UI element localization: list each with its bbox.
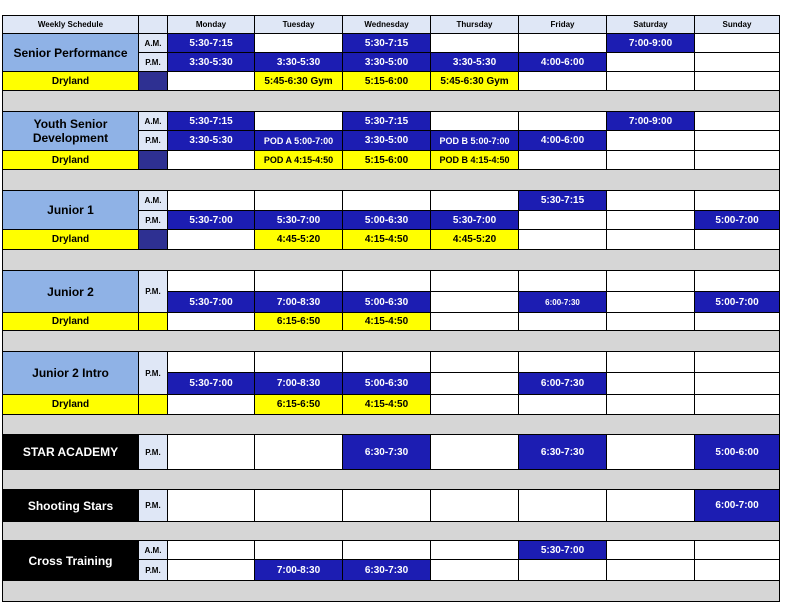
session-slot	[342, 190, 431, 211]
session-slot: 6:30-7:30	[518, 434, 607, 470]
dryland-slot	[518, 312, 607, 331]
session-slot	[430, 33, 519, 53]
pm-label: P.M.	[138, 52, 168, 72]
dryland-slot	[167, 150, 255, 170]
dryland-slot: 5:45-6:30 Gym	[254, 71, 343, 91]
dryland-slot	[518, 150, 607, 170]
session-slot	[167, 540, 255, 560]
dryland-slot	[606, 312, 695, 331]
dryland-slot	[518, 229, 607, 250]
separator-row	[2, 169, 780, 191]
header-day: Tuesday	[254, 15, 343, 34]
session-slot	[167, 190, 255, 211]
group-name: Youth Senior Development	[2, 111, 139, 151]
empty-slot	[430, 270, 519, 292]
session-slot: 3:30-5:00	[342, 130, 431, 151]
dryland-slot	[694, 150, 780, 170]
header-day: Monday	[167, 15, 255, 34]
session-slot: 3:30-5:30	[167, 130, 255, 151]
session-slot	[430, 190, 519, 211]
session-slot	[342, 489, 431, 522]
session-slot	[430, 559, 519, 581]
empty-slot	[342, 351, 431, 373]
dryland-slot	[167, 229, 255, 250]
empty-slot	[254, 270, 343, 292]
session-slot: 5:30-7:00	[518, 540, 607, 560]
session-slot	[518, 489, 607, 522]
dryland-slot: 5:45-6:30 Gym	[430, 71, 519, 91]
session-slot: 4:00-6:00	[518, 130, 607, 151]
separator-row	[2, 90, 780, 112]
session-slot: 5:30-7:00	[430, 210, 519, 230]
schedule-table	[2, 15, 779, 601]
group-name: STAR ACADEMY	[2, 434, 139, 470]
dryland-slot	[694, 71, 780, 91]
dryland-marker	[138, 312, 168, 331]
session-slot	[606, 291, 695, 313]
dryland-label: Dryland	[2, 71, 139, 91]
session-slot	[518, 33, 607, 53]
session-slot	[430, 489, 519, 522]
session-slot	[518, 559, 607, 581]
session-slot	[606, 210, 695, 230]
session-slot: 5:00-7:00	[694, 291, 780, 313]
dryland-slot: POD A 4:15-4:50	[254, 150, 343, 170]
pm-label: P.M.	[138, 130, 168, 151]
session-slot: 6:30-7:30	[342, 559, 431, 581]
session-slot: 3:30-5:30	[430, 52, 519, 72]
pm-label: P.M.	[138, 270, 168, 313]
session-slot	[254, 540, 343, 560]
pm-label: P.M.	[138, 434, 168, 470]
session-slot: 6:00-7:00	[694, 489, 780, 522]
session-slot: 7:00-8:30	[254, 372, 343, 395]
empty-slot	[606, 351, 695, 373]
dryland-label: Dryland	[2, 150, 139, 170]
session-slot	[694, 190, 780, 211]
header-day: Thursday	[430, 15, 519, 34]
pm-label: P.M.	[138, 559, 168, 581]
session-slot	[518, 210, 607, 230]
dryland-slot	[606, 229, 695, 250]
session-slot: 5:00-6:30	[342, 291, 431, 313]
session-slot: 5:30-7:15	[518, 190, 607, 211]
session-slot: 5:00-6:30	[342, 210, 431, 230]
session-slot: 5:30-7:00	[167, 210, 255, 230]
session-slot	[254, 111, 343, 131]
header-day: Wednesday	[342, 15, 431, 34]
session-slot	[430, 434, 519, 470]
session-slot: 3:30-5:30	[254, 52, 343, 72]
dryland-slot: 4:45-5:20	[254, 229, 343, 250]
session-slot	[430, 291, 519, 313]
session-slot: 7:00-8:30	[254, 291, 343, 313]
empty-slot	[342, 270, 431, 292]
session-slot	[167, 489, 255, 522]
dryland-slot: 4:15-4:50	[342, 229, 431, 250]
am-label: A.M.	[138, 111, 168, 131]
empty-slot	[167, 270, 255, 292]
am-label: A.M.	[138, 190, 168, 211]
session-slot: 5:30-7:15	[167, 33, 255, 53]
dryland-slot	[430, 394, 519, 415]
dryland-slot	[694, 312, 780, 331]
session-slot: 5:30-7:15	[167, 111, 255, 131]
session-slot	[167, 434, 255, 470]
session-slot: 7:00-9:00	[606, 33, 695, 53]
dryland-slot: 6:15-6:50	[254, 394, 343, 415]
group-name: Junior 2 Intro	[2, 351, 139, 395]
header-title: Weekly Schedule	[2, 15, 139, 34]
session-slot	[606, 489, 695, 522]
session-slot: 5:30-7:00	[254, 210, 343, 230]
session-slot	[694, 559, 780, 581]
session-slot	[254, 33, 343, 53]
group-name: Shooting Stars	[2, 489, 139, 522]
session-slot: 5:30-7:00	[167, 291, 255, 313]
dryland-label: Dryland	[2, 394, 139, 415]
session-slot	[254, 434, 343, 470]
session-slot	[606, 434, 695, 470]
session-slot: 6:00-7:30	[518, 291, 607, 313]
dryland-slot	[518, 71, 607, 91]
session-slot: POD A 5:00-7:00	[254, 130, 343, 151]
dryland-slot	[694, 229, 780, 250]
empty-slot	[254, 351, 343, 373]
session-slot: 5:30-7:15	[342, 111, 431, 131]
separator-row	[2, 330, 780, 352]
dryland-slot	[606, 150, 695, 170]
dryland-slot: 5:15-6:00	[342, 71, 431, 91]
session-slot: 5:00-7:00	[694, 210, 780, 230]
dryland-label: Dryland	[2, 229, 139, 250]
dryland-slot	[167, 71, 255, 91]
session-slot: 3:30-5:30	[167, 52, 255, 72]
separator-row	[2, 521, 780, 541]
empty-slot	[694, 270, 780, 292]
session-slot	[430, 111, 519, 131]
separator-row	[2, 414, 780, 435]
session-slot: 5:30-7:15	[342, 33, 431, 53]
dryland-slot: 4:45-5:20	[430, 229, 519, 250]
session-slot	[694, 540, 780, 560]
dryland-marker	[138, 150, 168, 170]
session-slot	[606, 372, 695, 395]
header-day: Sunday	[694, 15, 780, 34]
empty-slot	[606, 270, 695, 292]
session-slot: 5:00-6:30	[342, 372, 431, 395]
session-slot	[694, 33, 780, 53]
separator-row	[2, 249, 780, 271]
session-slot	[342, 540, 431, 560]
dryland-marker	[138, 229, 168, 250]
dryland-slot	[518, 394, 607, 415]
session-slot: 7:00-9:00	[606, 111, 695, 131]
empty-slot	[167, 351, 255, 373]
header-day: Friday	[518, 15, 607, 34]
session-slot	[606, 190, 695, 211]
session-slot	[167, 559, 255, 581]
session-slot	[518, 111, 607, 131]
empty-slot	[430, 351, 519, 373]
session-slot: 3:30-5:00	[342, 52, 431, 72]
dryland-slot: 4:15-4:50	[342, 394, 431, 415]
am-label: A.M.	[138, 540, 168, 560]
pm-label: P.M.	[138, 489, 168, 522]
session-slot: 7:00-8:30	[254, 559, 343, 581]
dryland-marker	[138, 71, 168, 91]
group-name: Junior 2	[2, 270, 139, 313]
session-slot: 5:00-6:00	[694, 434, 780, 470]
session-slot: 5:30-7:00	[167, 372, 255, 395]
dryland-slot	[694, 394, 780, 415]
session-slot	[254, 190, 343, 211]
session-slot	[694, 52, 780, 72]
dryland-marker	[138, 394, 168, 415]
pm-label: P.M.	[138, 351, 168, 395]
header-day: Saturday	[606, 15, 695, 34]
dryland-slot: 4:15-4:50	[342, 312, 431, 331]
pm-label: P.M.	[138, 210, 168, 230]
session-slot: POD B 5:00-7:00	[430, 130, 519, 151]
empty-slot	[518, 351, 607, 373]
session-slot	[606, 130, 695, 151]
session-slot	[606, 540, 695, 560]
session-slot	[694, 111, 780, 131]
dryland-slot	[606, 394, 695, 415]
session-slot: 6:00-7:30	[518, 372, 607, 395]
session-slot	[694, 130, 780, 151]
group-name: Cross Training	[2, 540, 139, 581]
dryland-slot: 6:15-6:50	[254, 312, 343, 331]
session-slot: 6:30-7:30	[342, 434, 431, 470]
dryland-slot	[606, 71, 695, 91]
empty-slot	[518, 270, 607, 292]
group-name: Senior Performance	[2, 33, 139, 72]
dryland-slot: 5:15-6:00	[342, 150, 431, 170]
session-slot	[606, 52, 695, 72]
dryland-slot	[167, 312, 255, 331]
dryland-slot	[430, 312, 519, 331]
group-name: Junior 1	[2, 190, 139, 230]
separator-row	[2, 469, 780, 490]
dryland-slot: POD B 4:15-4:50	[430, 150, 519, 170]
am-label: A.M.	[138, 33, 168, 53]
header-blank	[138, 15, 168, 34]
dryland-label: Dryland	[2, 312, 139, 331]
empty-slot	[694, 351, 780, 373]
session-slot	[254, 489, 343, 522]
session-slot: 4:00-6:00	[518, 52, 607, 72]
session-slot	[430, 540, 519, 560]
dryland-slot	[167, 394, 255, 415]
session-slot	[606, 559, 695, 581]
session-slot	[430, 372, 519, 395]
session-slot	[694, 372, 780, 395]
separator-row	[2, 580, 780, 602]
